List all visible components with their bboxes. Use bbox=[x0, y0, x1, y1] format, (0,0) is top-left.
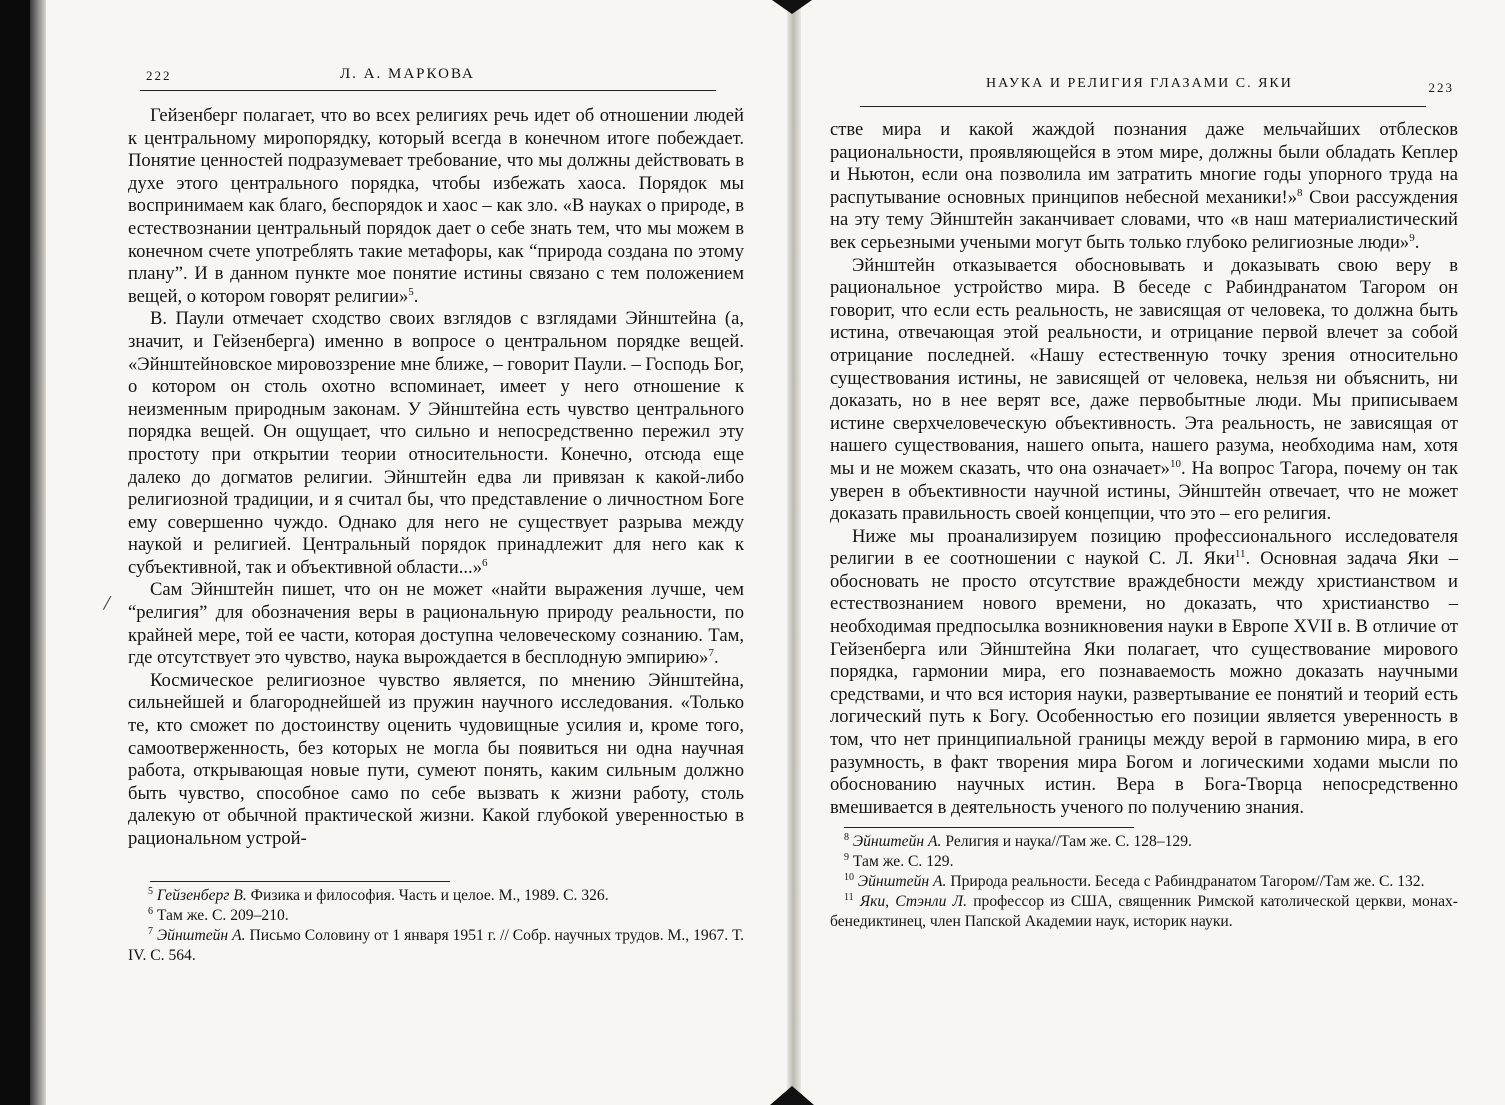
footnote-ref: 11 bbox=[1234, 548, 1246, 561]
book-gutter bbox=[787, 0, 801, 1105]
body-text bbox=[830, 119, 1458, 819]
left-page bbox=[128, 64, 744, 966]
book-edge-gradient bbox=[30, 0, 46, 1105]
paragraph: стве мира и какой жаждой познания даже мельчайших отблесков рациональности, проявляющейся в этом мире, должны были обладать Кеплер и Ньютон, если она позволила им затратить многие годы упорного труда на распутывание основных принципов небесной механики!»$^8$ Свои рассуждения на эту тему Эйнштейн заканчивает словами, что «в наш материалистический век серьезными учеными могут быть только глубоко религиозные люди»$^9$. bbox=[830, 119, 1458, 253]
header-rule bbox=[860, 106, 1426, 107]
paragraph: Сам Эйнштейн пишет, что он не может «найти выражения лучше, чем “религия” для обозначения веры в рациональную природу реальности, по крайней мере, той ее части, которая доступна человеческому сознанию. Там, где отсутствует это чувство, наука вырождается в бесплодную эмпирию»$^7$. bbox=[128, 579, 744, 669]
body-text bbox=[128, 105, 744, 851]
header-rule bbox=[140, 90, 716, 91]
paragraph: В. Паули отмечает сходство своих взглядов с взглядами Эйнштейна (а, значит, и Гейзенберга) именно в вопросе о центральном порядке вещей. «Эйнштейновское мировоззрение мне ближе, – говорит Паули. – Господь Бог, о котором он столь охотно вспоминает, имеет у него отношение к неизменным природным законам. У Эйнштейна есть чувство центрального порядка вещей. Он ощущает, что сильно и непосредственно пережил эту простоту при открытии теории относительности. Конечно, отсюда еще далеко до догматов религии. Эйнштейн едва ли привязан к какой-либо религиозной традиции, и я считал бы, что представление о личностном Боге ему совершенно чуждо. Однако для него не существует разрыва между наукой и религией. Центральный порядок принадлежит для него как к субъективной, так и объективной области...»$^6$ bbox=[128, 308, 744, 578]
footnote-rule bbox=[150, 881, 450, 882]
running-head bbox=[128, 64, 744, 90]
footnote-ref: 6 bbox=[482, 556, 488, 569]
paragraph: Космическое религиозное чувство является, по мнению Эйнштейна, сильнейшей и благороднейшей из пружин научного исследования. «Только те, кто сможет по достоинству оценить чудовищные усилия и, кроме того, самоотверженность, без которых не могла бы появиться ни одна научная работа, открывающая новые пути, сумеют понять, каким сильным должно быть чувство, способное само по себе вызвать к жизни работу, столь далекую от обычной практической жизни. Какой глубокой уверенностью в рациональном устрой- bbox=[128, 669, 744, 849]
footnote-ref: 8 bbox=[1297, 186, 1303, 199]
footnotes bbox=[128, 886, 744, 966]
page-number: 222 bbox=[146, 68, 172, 83]
gutter-bottom-mark bbox=[770, 1086, 814, 1105]
pencil-margin-mark: / bbox=[101, 589, 113, 616]
footnote: $^{11}$ Яки, Стэнли Л. профессор из США, священник Римской католической церкви, монах-бенедиктинец, член Папской Академии наук, историк науки. bbox=[830, 892, 1458, 931]
running-title: НАУКА И РЕЛИГИЯ ГЛАЗАМИ С. ЯКИ bbox=[986, 76, 1293, 91]
gutter-top-mark bbox=[772, 0, 812, 14]
paragraph: Ниже мы проанализируем позицию профессионального исследователя религии в ее соотношении с наукой С. Л. Яки$^{11}$. Основная задача Яки – обосновать не просто отсутствие враждебности между христианством и естествознанием нового времени, но доказать, что христианство – необходимая предпосылка возникновения науки в Европе XVII в. В отличие от Гейзенберга или Эйнштейна Яки полагает, что существование мирового порядка, гармонии мира, его познаваемость можно доказать научными средствами, и что вся история науки, развертывание ее понятий и теорий есть логический путь к Богу. Особенностью его позиции является уверенность в том, что нет принципиальной границы между верой в гармонию мира, в его разумность, в факт творения мира Богом и логическими ходами мысли по обоснованию научных истин. Вера в Бога-Творца непосредственно вмешивается в деятельность ученого по получению знания. bbox=[830, 525, 1458, 818]
footnote-rule bbox=[844, 827, 1134, 828]
paragraph: Гейзенберг полагает, что во всех религиях речь идет об отношении людей к центральному миропорядку, который всегда в конечном итоге побеждает. Понятие ценностей подразумевает требование, что мы должны действовать в духе этого центрального порядка, чтобы избежать хаоса. Порядок мы воспринимаем как благо, беспорядок и хаос – как зло. «В науках о природе, в естествознании центральный порядок дает о себе знать тем, что мы можем в конечном счете употреблять такие метафоры, как “природа создана по этому плану”. И в данном пункте мое понятие истины связано с тем положением вещей, о котором говорят религии»$^5$. bbox=[128, 105, 744, 307]
footnote-ref: 5 bbox=[408, 285, 414, 298]
footnote: $^6$ Там же. С. 209–210. bbox=[148, 905, 289, 924]
footnotes bbox=[830, 832, 1458, 932]
right-page bbox=[830, 72, 1458, 932]
running-head bbox=[830, 72, 1458, 98]
footnote: $^5$ Гейзенберг В. Физика и философия. Часть и целое. М., 1989. С. 326. bbox=[148, 885, 609, 904]
footnote: $^9$ Там же. С. 129. bbox=[844, 852, 954, 871]
footnote-ref: 7 bbox=[708, 647, 714, 660]
footnote-ref: 10 bbox=[1169, 457, 1181, 470]
footnote-ref: 9 bbox=[1409, 231, 1415, 244]
footnote: $^7$ Эйнштейн А. Письмо Соловину от 1 января 1951 г. // Собр. научных трудов. М., 1967. Т. IV. С. 564. bbox=[128, 925, 744, 964]
page-number: 223 bbox=[1428, 80, 1454, 95]
footnote: $^8$ Эйнштейн А. Религия и наука//Там же. С. 128–129. bbox=[844, 832, 1192, 851]
running-title: Л. А. МАРКОВА bbox=[340, 66, 475, 82]
footnote: $^{10}$ Эйнштейн А. Природа реальности. Беседа с Рабиндранатом Тагором//Там же. С. 132. bbox=[844, 872, 1425, 891]
paragraph: Эйнштейн отказывается обосновывать и доказывать свою веру в рациональное устройство мира. В беседе с Рабиндранатом Тагором он говорит, что если есть реальность, не зависящая от человека, то должна быть истина, отвечающая этой реальности, и отрицание первой влечет за собой отрицание последней. «Нашу естественную точку зрения относительно существования истины, не зависящей от человека, нельзя ни объяснить, ни доказать, но в нее верят все, даже первобытные люди. Мы приписываем истине сверхчеловеческую объективность. Эта реальность, не зависящая от нашего существования, нашего опыта, нашего разума, необходима нам, хотя мы и не можем сказать, что она означает»$^{10}$. На вопрос Тагора, почему он так уверен в объективности научной истины, Эйнштейн отвечает, что не может доказать правильность своей концепции, что это – его религия. bbox=[830, 254, 1458, 525]
book-edge-shadow bbox=[0, 0, 30, 1105]
